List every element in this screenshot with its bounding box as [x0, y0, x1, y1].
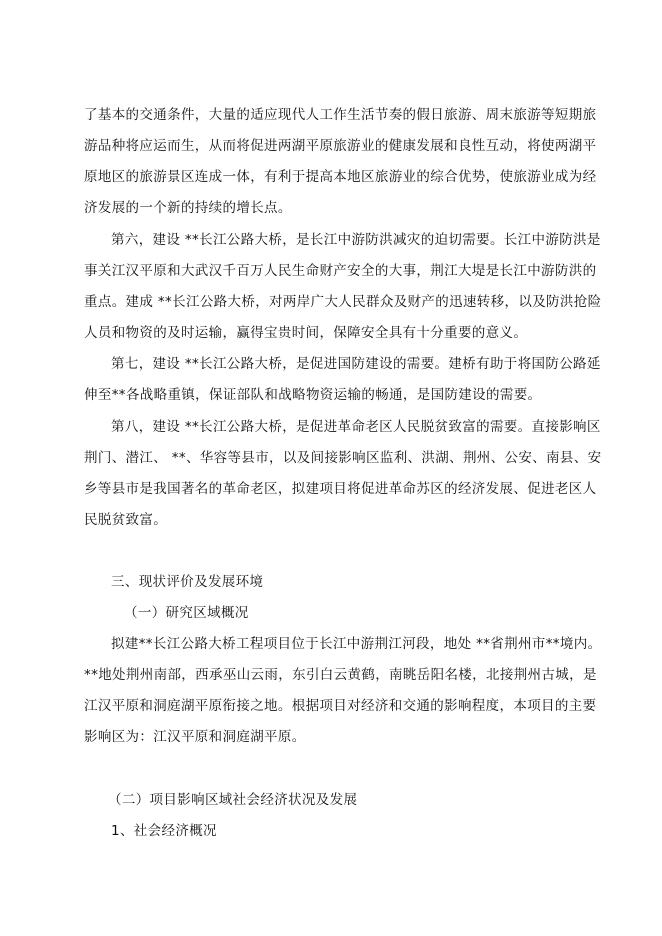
paragraph-eighth-line-2: 荆门、潜江、 **、华容等县市，以及间接影响区监利、洪湖、荆州、公安、南县、安: [84, 450, 602, 466]
item-1-heading: 1、社会经济概况: [111, 823, 217, 839]
paragraph-transport-line-4: 济发展的一个新的持续的增长点。: [84, 200, 292, 216]
section-3-heading: 三、现状评价及发展环境: [111, 574, 264, 590]
paragraph-eighth-line-3: 乡等县市是我国著名的革命老区，拟建项目将促进革命苏区的经济发展、促进老区人: [84, 481, 597, 497]
paragraph-transport-line-1: 了基本的交通条件，大量的适应现代人工作生活节奏的假日旅游、周末旅游等短期旅: [84, 107, 597, 123]
paragraph-transport-line-3: 原地区的旅游景区连成一体，有利于提高本地区旅游业的综合优势，使旅游业成为经: [84, 169, 597, 185]
paragraph-region-line-3: 江汉平原和洞庭湖平原衔接之地。根据项目对经济和交通的影响程度，本项目的主要: [84, 698, 597, 714]
paragraph-region-line-4: 影响区为：江汉平原和洞庭湖平原。: [84, 729, 306, 745]
paragraph-sixth-line-1: 第六，建设 **长江公路大桥，是长江中游防洪减灾的迫切需要。长江中游防洪是: [111, 232, 601, 248]
paragraph-region-line-2: **地处荆州南部，西承巫山云雨，东引白云黄鹤，南眺岳阳名楼，北接荆州古城，是: [84, 667, 597, 683]
paragraph-sixth-line-3: 重点。建成 **长江公路大桥，对两岸广大人民群众及财产的迅速转移，以及防洪抢险: [84, 294, 602, 310]
paragraph-region-line-1: 拟建**长江公路大桥工程项目位于长江中游荆江河段，地处 **省荆州市**境内。: [111, 636, 602, 652]
paragraph-sixth-line-2: 事关江汉平原和大武汉千百万人民生命财产安全的大事，荆江大堤是长江中游防洪的: [84, 263, 597, 279]
paragraph-transport-line-2: 游品种将应运而生，从而将促进两湖平原旅游业的健康发展和良性互动，将使两湖平: [84, 138, 597, 154]
subsection-2-heading: （二）项目影响区域社会经济状况及发展: [108, 792, 358, 808]
subsection-1-heading: （一）研究区域概况: [124, 605, 249, 621]
paragraph-eighth-line-1: 第八，建设 **长江公路大桥，是促进革命老区人民脱贫致富的需要。直接影响区: [111, 419, 601, 435]
paragraph-seventh-line-2: 伸至**各战略重镇，保证部队和战略物资运输的畅通，是国防建设的需要。: [84, 387, 542, 403]
paragraph-sixth-line-4: 人员和物资的及时运输，赢得宝贵时间，保障安全具有十分重要的意义。: [84, 325, 528, 341]
paragraph-eighth-line-4: 民脱贫致富。: [84, 512, 168, 528]
paragraph-seventh-line-1: 第七，建设 **长江公路大桥，是促进国防建设的需要。建桥有助于将国防公路延: [111, 356, 601, 372]
